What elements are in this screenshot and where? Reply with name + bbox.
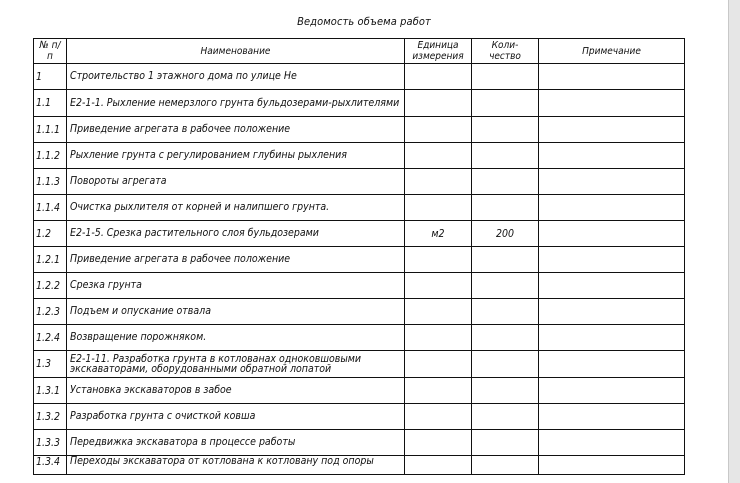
- row-number: 1.3: [34, 351, 67, 378]
- row-quantity: [472, 404, 539, 430]
- row-note: [539, 351, 685, 378]
- table-row: [34, 325, 685, 351]
- table-row: [34, 247, 685, 273]
- row-note: [539, 64, 685, 90]
- row-quantity: [472, 325, 539, 351]
- row-quantity: [472, 430, 539, 456]
- row-name: Строительство 1 этажного дома по улице Не: [67, 64, 405, 90]
- row-note: [539, 430, 685, 456]
- row-quantity: [472, 169, 539, 195]
- header-num: № п/п: [34, 39, 67, 64]
- row-quantity: [472, 299, 539, 325]
- row-name: Е2-1-11. Разработка грунта в котлованах одноковшовыми экскаваторами, оборудованными обратной лопатой: [67, 351, 405, 378]
- row-quantity: [472, 378, 539, 404]
- table-row: [34, 430, 685, 456]
- header-qty: Коли- чество: [472, 39, 539, 64]
- row-note: [539, 273, 685, 299]
- row-note: [539, 221, 685, 247]
- row-unit: [405, 378, 472, 404]
- table-row: [34, 169, 685, 195]
- row-note: [539, 117, 685, 143]
- row-unit: [405, 404, 472, 430]
- table-row: [34, 456, 685, 475]
- header-note: Примечание: [539, 39, 685, 64]
- row-unit: [405, 143, 472, 169]
- row-unit: [405, 117, 472, 143]
- row-number: 1.1.1: [34, 117, 67, 143]
- row-quantity: [472, 64, 539, 90]
- table-row: [34, 404, 685, 430]
- row-unit: [405, 299, 472, 325]
- row-number: 1.2: [34, 221, 67, 247]
- row-unit: [405, 195, 472, 221]
- row-number: 1.1.4: [34, 195, 67, 221]
- row-quantity: [472, 351, 539, 378]
- row-quantity: [472, 143, 539, 169]
- row-note: [539, 325, 685, 351]
- row-number: 1.1.3: [34, 169, 67, 195]
- row-number: 1.2.1: [34, 247, 67, 273]
- row-number: 1.1: [34, 90, 67, 117]
- viewer-edge: [728, 0, 740, 483]
- row-unit: [405, 325, 472, 351]
- row-note: [539, 378, 685, 404]
- row-quantity: 200: [472, 221, 539, 247]
- header-unit: Единица измерения: [405, 39, 472, 64]
- row-note: [539, 90, 685, 117]
- header-name: Наименование: [67, 39, 405, 64]
- row-name: Очистка рыхлителя от корней и налипшего грунта.: [67, 195, 405, 221]
- row-unit: [405, 90, 472, 117]
- table-header-row: [34, 39, 685, 64]
- row-unit: [405, 273, 472, 299]
- row-unit: [405, 456, 472, 475]
- row-number: 1.2.3: [34, 299, 67, 325]
- row-name: Е2-1-5. Срезка растительного слоя бульдозерами: [67, 221, 405, 247]
- row-note: [539, 456, 685, 475]
- row-name: Разработка грунта с очисткой ковша: [67, 404, 405, 430]
- row-note: [539, 299, 685, 325]
- row-unit: [405, 430, 472, 456]
- row-name: Возвращение порожняком.: [67, 325, 405, 351]
- row-number: 1.1.2: [34, 143, 67, 169]
- row-number: 1.3.4: [34, 456, 67, 475]
- document-title: Ведомость объема работ: [297, 15, 431, 28]
- row-unit: м2: [405, 221, 472, 247]
- row-note: [539, 195, 685, 221]
- table-row: [34, 378, 685, 404]
- row-number: 1: [34, 64, 67, 90]
- row-name: Установка экскаваторов в забое: [67, 378, 405, 404]
- row-unit: [405, 247, 472, 273]
- row-note: [539, 404, 685, 430]
- row-unit: [405, 351, 472, 378]
- row-unit: [405, 64, 472, 90]
- row-name: Рыхление грунта с регулированием глубины рыхления: [67, 143, 405, 169]
- row-name: Срезка грунта: [67, 273, 405, 299]
- row-note: [539, 247, 685, 273]
- row-quantity: [472, 456, 539, 475]
- row-quantity: [472, 195, 539, 221]
- table-row: [34, 221, 685, 247]
- row-name: Переходы экскаватора от котлована к котловану под опоры: [67, 456, 405, 475]
- table-body: [34, 64, 685, 475]
- table-row: [34, 195, 685, 221]
- row-number: 1.3.3: [34, 430, 67, 456]
- row-quantity: [472, 117, 539, 143]
- table-row: [34, 117, 685, 143]
- row-note: [539, 143, 685, 169]
- row-name: Приведение агрегата в рабочее положение: [67, 247, 405, 273]
- row-name: Повороты агрегата: [67, 169, 405, 195]
- row-quantity: [472, 273, 539, 299]
- table-row: [34, 90, 685, 117]
- row-name: Е2-1-1. Рыхление немерзлого грунта бульдозерами-рыхлителями: [67, 90, 405, 117]
- row-number: 1.3.1: [34, 378, 67, 404]
- row-quantity: [472, 247, 539, 273]
- table-row: [34, 351, 685, 378]
- row-quantity: [472, 90, 539, 117]
- table-row: [34, 299, 685, 325]
- row-number: 1.2.4: [34, 325, 67, 351]
- works-table: [33, 38, 685, 475]
- row-name: Передвижка экскаватора в процессе работы: [67, 430, 405, 456]
- row-name: Подъем и опускание отвала: [67, 299, 405, 325]
- table-row: [34, 143, 685, 169]
- row-note: [539, 169, 685, 195]
- table-row: [34, 64, 685, 90]
- row-unit: [405, 169, 472, 195]
- table-row: [34, 273, 685, 299]
- row-name: Приведение агрегата в рабочее положение: [67, 117, 405, 143]
- row-number: 1.2.2: [34, 273, 67, 299]
- row-number: 1.3.2: [34, 404, 67, 430]
